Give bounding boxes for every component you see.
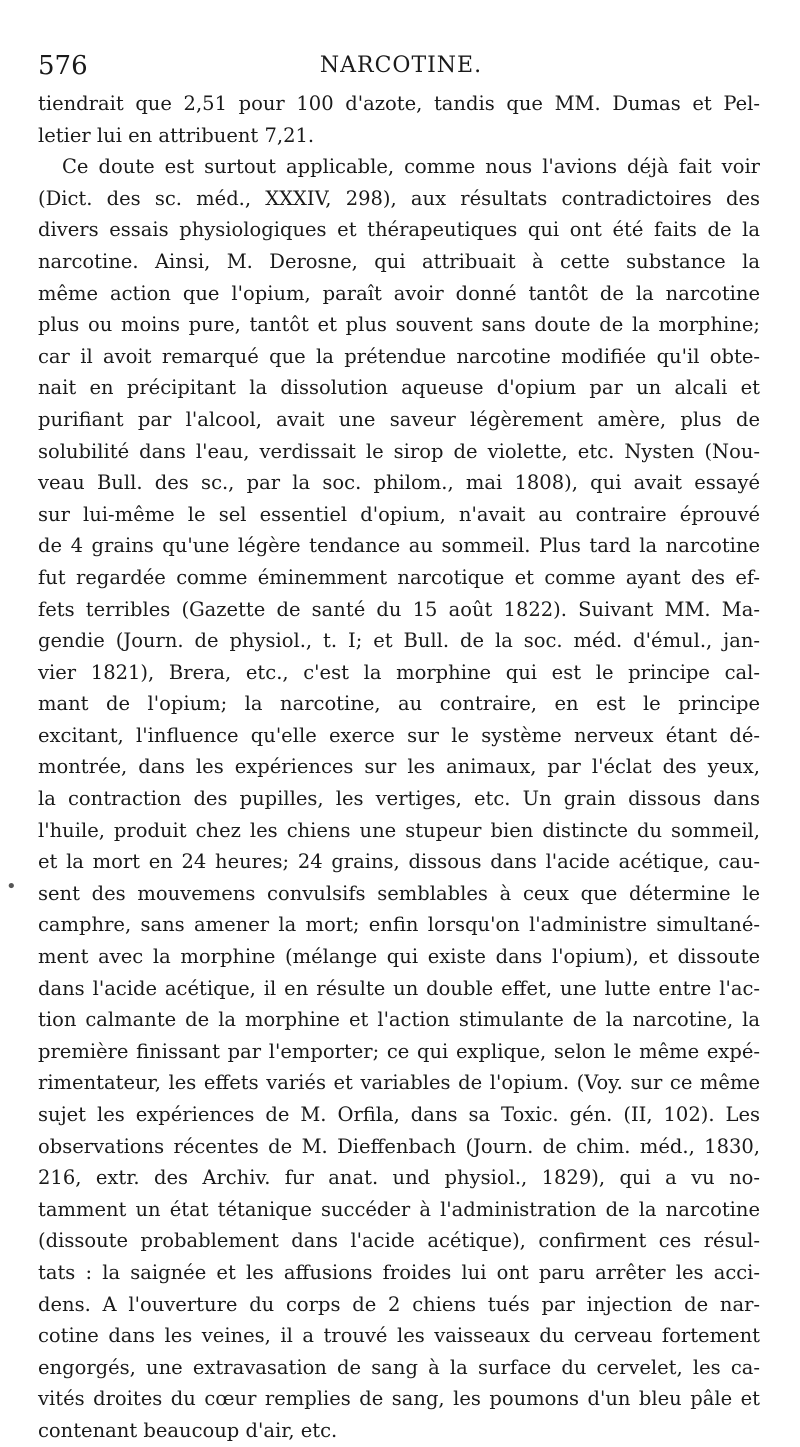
text-line: vités droites du cœur remplies de sang, les poumons d'un bleu pâle et	[38, 1387, 760, 1411]
text-line: dens. A l'ouverture du corps de 2 chiens tués par injection de nar-	[38, 1292, 760, 1316]
page-number: 576	[38, 51, 88, 81]
text-line: l'huile, produit chez les chiens une stupeur bien distincte du sommeil,	[38, 818, 760, 842]
text-line: rimentateur, les effets variés et variables de l'opium. (Voy. sur ce même	[38, 1071, 760, 1095]
text-line: fets terribles (Gazette de santé du 15 août 1822). Suivant MM. Ma-	[38, 597, 760, 621]
text-line: montrée, dans les expériences sur les animaux, par l'éclat des yeux,	[38, 755, 760, 779]
text-line: et la mort en 24 heures; 24 grains, dissous dans l'acide acétique, cau-	[38, 850, 760, 874]
text-line: gendie (Journ. de physiol., t. I; et Bull. de la soc. méd. d'émul., jan-	[38, 629, 760, 653]
text-line: Ce doute est surtout applicable, comme nous l'avions déjà fait voir	[62, 155, 760, 179]
text-line: vier 1821), Brera, etc., c'est la morphine qui est le principe cal-	[38, 660, 760, 684]
text-line: sent des mouvemens convulsifs semblables à ceux que détermine le	[38, 881, 760, 905]
text-line: (Dict. des sc. méd., XXXIV, 298), aux résultats contradictoires des	[38, 186, 760, 210]
text-line: même action que l'opium, paraît avoir donné tantôt de la narcotine	[38, 281, 760, 305]
text-line: la contraction des pupilles, les vertiges, etc. Un grain dissous dans	[38, 787, 760, 811]
running-title: NARCOTINE.	[319, 53, 483, 78]
margin-mark: •	[6, 876, 17, 897]
text-line: mant de l'opium; la narcotine, au contraire, en est le principe	[38, 692, 760, 716]
text-line: fut regardée comme éminemment narcotique et comme ayant des ef-	[38, 565, 760, 589]
text-line: cotine dans les veines, il a trouvé les vaisseaux du cerveau fortement	[38, 1324, 760, 1348]
text-line: nait en précipitant la dissolution aqueuse d'opium par un alcali et	[38, 376, 760, 400]
text-line: sujet les expériences de M. Orfila, dans sa Toxic. gén. (II, 102). Les	[38, 1103, 760, 1126]
text-line: car il avoit remarqué que la prétendue narcotine modifiée qu'il obte-	[38, 344, 760, 368]
text-line: tion calmante de la morphine et l'action stimulante de la narcotine, la	[38, 1008, 760, 1032]
text-line: dans l'acide acétique, il en résulte un double effet, une lutte entre l'ac-	[38, 976, 760, 1000]
page-header	[38, 47, 764, 85]
text-line: engorgés, une extravasation de sang à la surface du cervelet, les ca-	[38, 1355, 760, 1379]
text-line: tats : la saignée et les affusions froides lui ont paru arrêter les acci-	[38, 1260, 760, 1284]
text-line: camphre, sans amener la mort; enfin lorsqu'on l'administre simultané-	[38, 913, 760, 937]
text-line: letier lui en attribuent 7,21.	[38, 123, 315, 147]
text-line: première finissant par l'emporter; ce qui explique, selon le même expé-	[38, 1039, 760, 1063]
text-line: tamment un état tétanique succéder à l'administration de la narcotine	[38, 1197, 760, 1221]
text-line: tiendrait que 2,51 pour 100 d'azote, tandis que MM. Dumas et Pel-	[38, 92, 760, 115]
text-line: (dissoute probablement dans l'acide acétique), confirment ces résul-	[38, 1229, 760, 1253]
text-line: divers essais physiologiques et thérapeutiques qui ont été faits de la	[38, 218, 760, 242]
text-line: veau Bull. des sc., par la soc. philom., mai 1808), qui avait essayé	[38, 471, 760, 495]
text-line: plus ou moins pure, tantôt et plus souvent sans doute de la morphine;	[38, 313, 760, 337]
text-line: contenant beaucoup d'air, etc.	[38, 1418, 338, 1442]
text-line: de 4 grains qu'une légère tendance au sommeil. Plus tard la narcotine	[38, 534, 760, 558]
text-line: purifiant par l'alcool, avait une saveur légèrement amère, plus de	[38, 407, 760, 431]
text-line: 216, extr. des Archiv. fur anat. und physiol., 1829), qui a vu no-	[38, 1166, 760, 1190]
text-line: excitant, l'influence qu'elle exerce sur le système nerveux étant dé-	[38, 723, 760, 747]
text-line: narcotine. Ainsi, M. Derosne, qui attribuait à cette substance la	[38, 249, 760, 273]
text-line: solubilité dans l'eau, verdissait le sirop de violette, etc. Nysten (Nou-	[38, 439, 760, 463]
text-line: ment avec la morphine (mélange qui existe dans l'opium), et dissoute	[38, 945, 760, 969]
text-line: observations récentes de M. Dieffenbach (Journ. de chim. méd., 1830,	[38, 1134, 760, 1158]
text-line: sur lui-même le sel essentiel d'opium, n'avait au contraire éprouvé	[38, 502, 760, 526]
body-text	[38, 88, 760, 1447]
